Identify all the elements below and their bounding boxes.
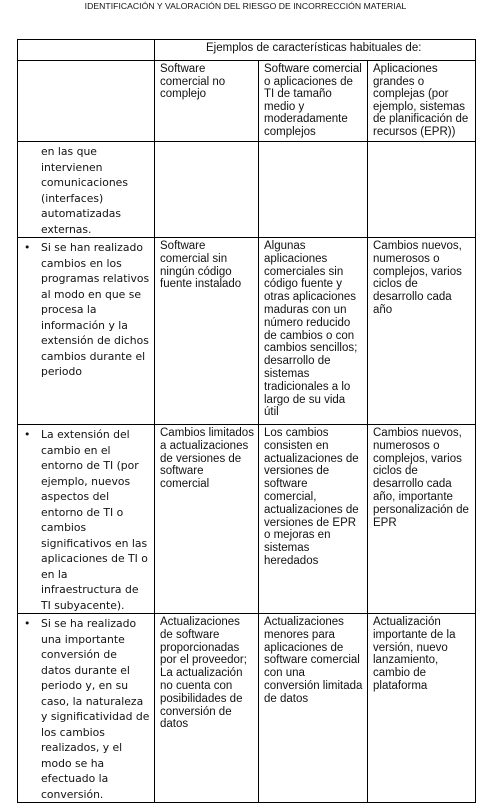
bullet-icon: • — [24, 428, 31, 441]
column-header-text: Software comercial no complejo — [160, 63, 226, 100]
corner-cell — [18, 40, 155, 61]
factor-text: en las que intervienen comunicaciones (interfaces) automatizadas externas. — [41, 145, 128, 236]
factor-cell — [18, 614, 155, 803]
table-cell — [259, 238, 368, 425]
page-header: IDENTIFICACIÓN Y VALORACIÓN DEL RIESGO DE INCORRECCIÓN MATERIAL — [84, 1, 407, 11]
table-cell — [368, 238, 476, 425]
table-row — [18, 142, 476, 238]
cell-text: Cambios limitados a actualizaciones de versiones de software comercial — [160, 427, 254, 491]
cell-text: Algunas aplicaciones comerciales sin código fuente y otras aplicaciones maduras con un número reducido de cambios o con cambios sencillos; desarrollo de sistemas tradicionales a lo largo de su vida útil — [264, 240, 358, 419]
factor-text: Si se ha realizado una importante conversión de datos durante el periodo y, en su caso, la naturaleza y significatividad de los cambios realizados, y el modo se ha efectuado la conversión. — [41, 617, 150, 801]
cell-text: Actualizaciones menores para aplicaciones de software comercial con una conversión limitada de datos — [264, 616, 363, 705]
table-cell — [155, 142, 259, 238]
bullet-icon: • — [24, 617, 31, 630]
factor-text-wrap — [18, 238, 154, 380]
table-cell — [368, 425, 476, 614]
table-header-row — [18, 40, 476, 61]
table-cell — [155, 614, 259, 803]
cell-text: Software comercial sin ningún código fuente instalado — [160, 240, 242, 291]
cell-text: Cambios nuevos, numerosos o complejos, varios ciclos de desarrollo cada año, importante personalización de EPR — [373, 427, 469, 529]
factor-cell — [18, 142, 155, 238]
column-header — [259, 61, 368, 142]
table-cell — [368, 614, 476, 803]
cell-text: Los cambios consisten en actualizaciones de versiones de software comercial, actualizaciones de versiones de EPR o mejoras en sistemas heredados — [264, 427, 359, 567]
column-header — [155, 61, 259, 142]
cell-text: Cambios nuevos, numerosos o complejos, varios ciclos de desarrollo cada año — [373, 240, 462, 316]
column-header-text: Software comercial o aplicaciones de TI de tamaño medio y moderadamente complejos — [264, 63, 362, 138]
factor-cell — [18, 425, 155, 614]
table-cell — [259, 614, 368, 803]
column-header — [368, 61, 476, 142]
cell-text: Actualización importante de la versión, nuevo lanzamiento, cambio de plataforma — [373, 616, 456, 692]
table-cell — [155, 238, 259, 425]
blank-header-cell — [18, 61, 155, 142]
column-header-text: Aplicaciones grandes o complejas (por ejemplo, sistemas de planificación de recursos (EPR)) — [373, 63, 469, 138]
table-cell — [155, 425, 259, 614]
cell-text: Actualizaciones de software proporcionadas por el proveedor; La actualización no cuenta con posibilidades de conversión de datos — [160, 616, 247, 731]
table-row — [18, 238, 476, 425]
factor-text-wrap — [18, 425, 154, 613]
table-cell — [259, 425, 368, 614]
table-cell — [368, 142, 476, 238]
table-row — [18, 614, 476, 803]
factor-text-wrap — [18, 614, 154, 802]
factor-text: Si se han realizado cambios en los programas relativos al modo en que se procesa la información y la extensión de dichos cambios durante el periodo — [41, 241, 150, 378]
bullet-icon: • — [24, 241, 31, 254]
factor-text: La extensión del cambio en el entorno de TI (por ejemplo, nuevos aspectos del entorno de TI o cambios significativos en las aplicaciones de TI o en la infraestructura de TI subyacente). — [41, 428, 148, 612]
table-cell — [259, 142, 368, 238]
column-header-row — [18, 61, 476, 142]
it-characteristics-table — [17, 39, 476, 803]
group-header: Ejemplos de características habituales de: — [155, 40, 476, 61]
factor-cell — [18, 238, 155, 425]
table-row — [18, 425, 476, 614]
